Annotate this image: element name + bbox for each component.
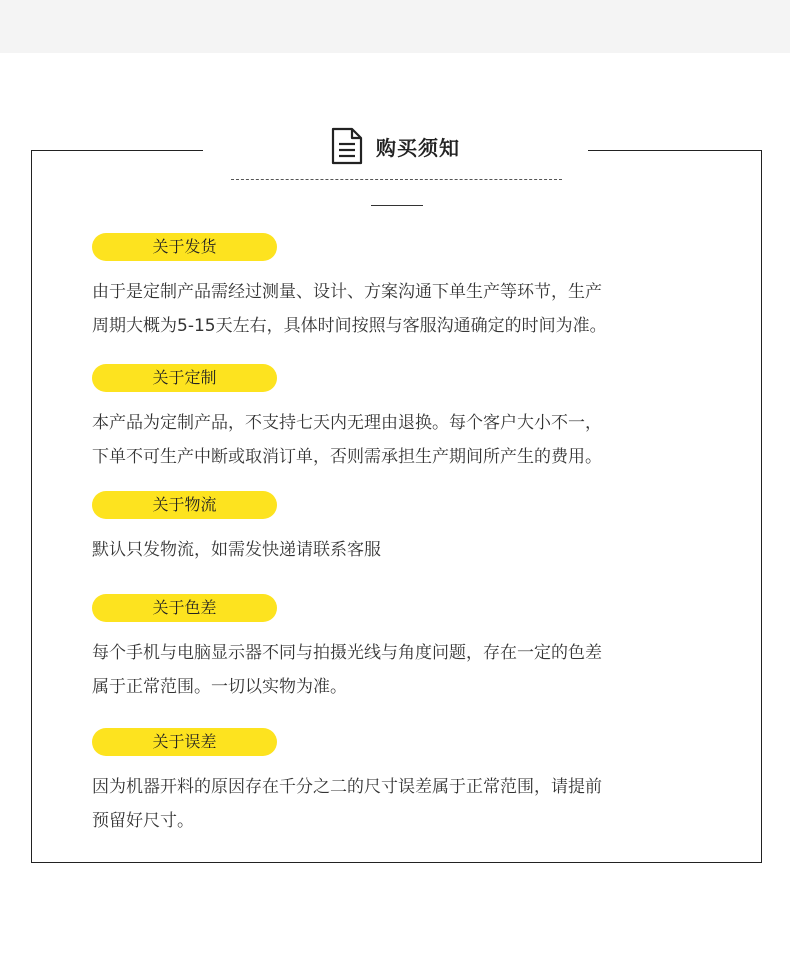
top-bar [0,0,790,53]
section-label-pill: 关于色差 [92,594,277,622]
frame-border-left [31,150,32,863]
section-customization [92,364,712,474]
section-size-tolerance [92,728,712,838]
section-label-pill: 关于物流 [92,491,277,519]
section-color-difference [92,594,712,704]
frame-border-top-right [588,150,762,151]
section-text: 由于是定制产品需经过测量、设计、方案沟通下单生产等环节，生产 周期大概为5-15天左右，具体时间按照与客服沟通确定的时间为准。 [92,282,607,336]
page-title: 购买须知 [376,135,460,160]
frame-border-top-left [31,150,203,151]
section-label-pill: 关于误差 [92,728,277,756]
section-label-pill: 关于发货 [92,233,277,261]
section-text: 默认只发物流，如需发快递请联系客服 [92,540,381,560]
frame-border-bottom [31,862,762,863]
section-shipping [92,233,712,343]
section-logistics [92,491,712,567]
section-text: 本产品为定制产品，不支持七天内无理由退换。每个客户大小不一， 下单不可生产中断或取消订单，否则需承担生产期间所产生的费用。 [92,413,602,467]
section-text: 每个手机与电脑显示器不同与拍摄光线与角度问题，存在一定的色差 属于正常范围。一切以实物为准。 [92,643,602,697]
section-label-pill: 关于定制 [92,364,277,392]
section-text: 因为机器开料的原因存在千分之二的尺寸误差属于正常范围，请提前 预留好尺寸。 [92,777,602,831]
short-divider [371,205,423,206]
notice-header [330,126,460,166]
frame-border-right [761,150,762,863]
dashed-divider [231,179,562,180]
document-icon [330,127,364,165]
